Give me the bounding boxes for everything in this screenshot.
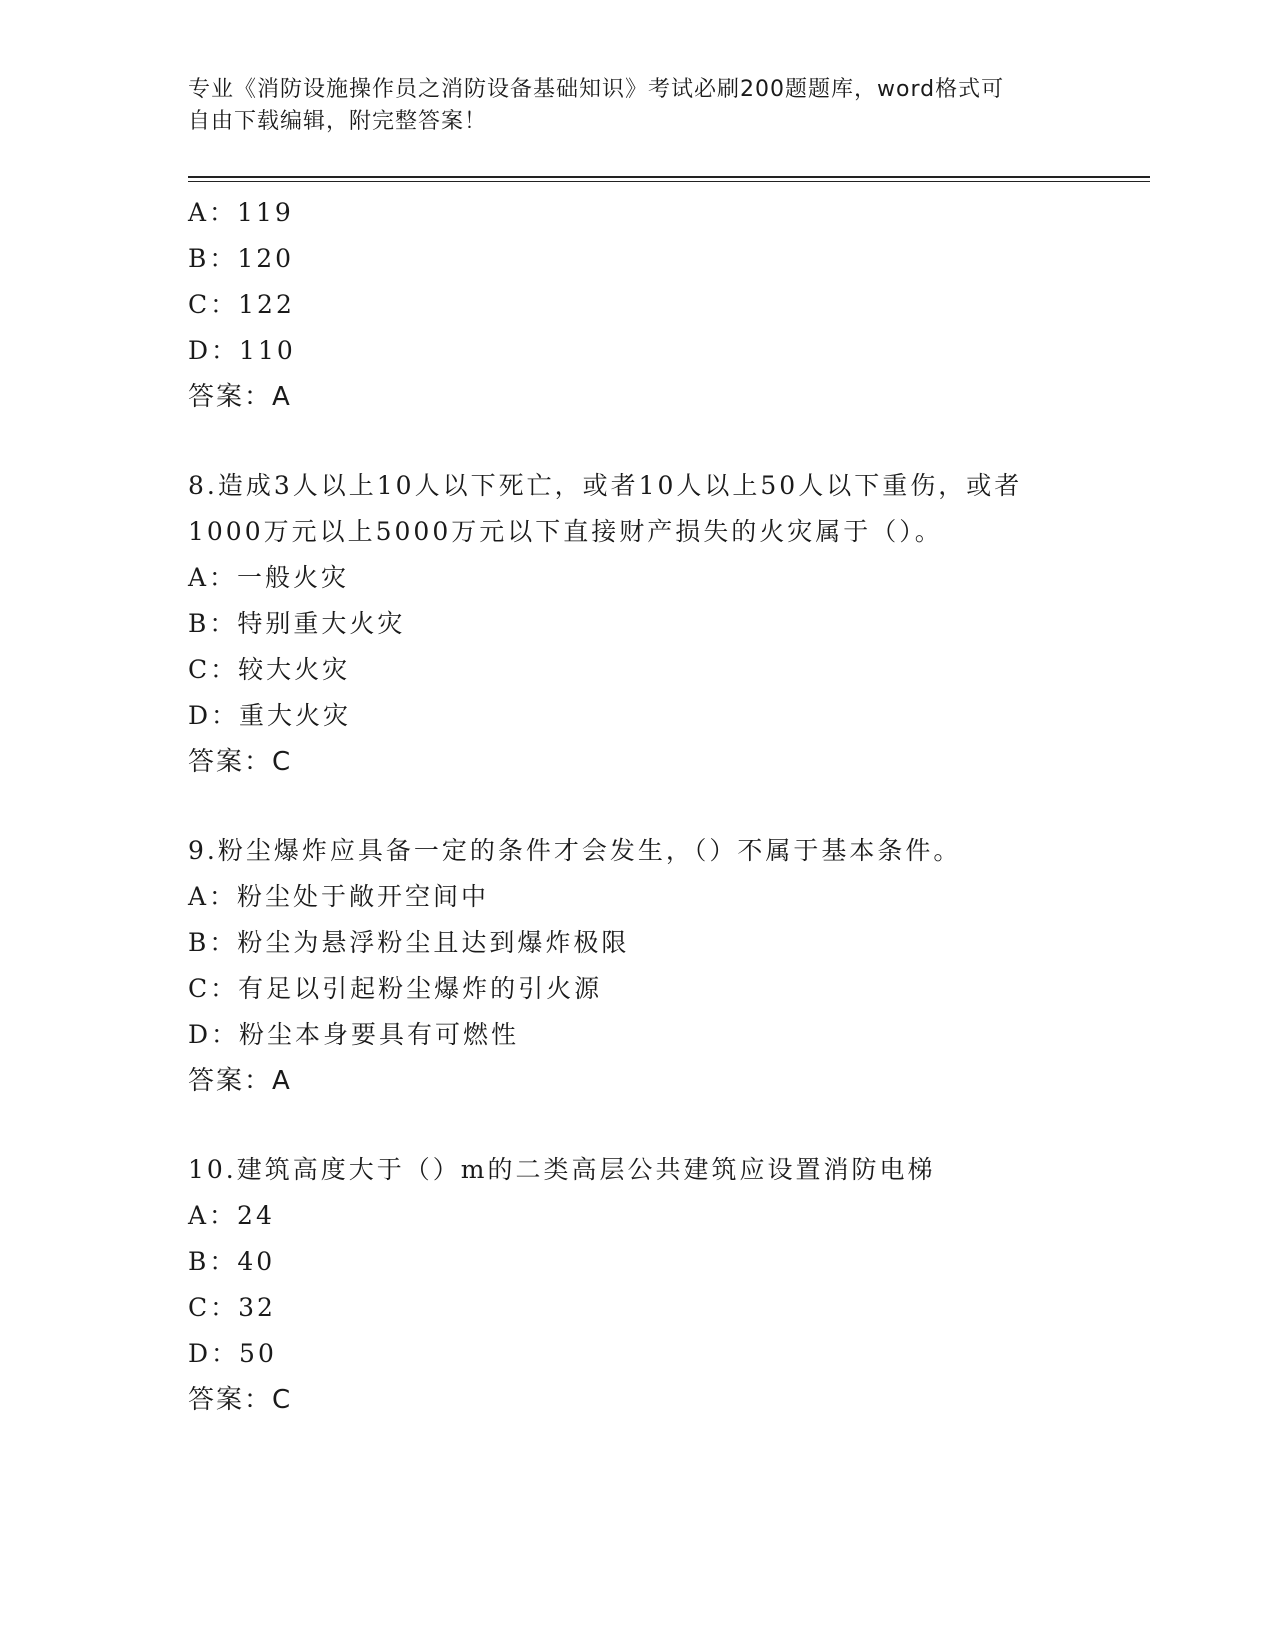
answer-line: 答案：C [188, 747, 293, 777]
option-c: C：32 [188, 1293, 276, 1322]
document-body [188, 190, 1118, 1423]
question-stem: 8.造成3人以上10人以下死亡，或者10人以上50人以下重伤，或者 [188, 471, 1023, 500]
option-c: C：122 [188, 290, 295, 319]
option-b: B：40 [188, 1247, 276, 1276]
question-gap [188, 1104, 1118, 1147]
option-d: D：50 [188, 1339, 277, 1368]
question-stem-continued: 1000万元以上5000万元以下直接财产损失的火灾属于（）。 [188, 517, 943, 546]
option-b: B：特别重大火灾 [188, 609, 406, 638]
question-stem: 9.粉尘爆炸应具备一定的条件才会发生，（）不属于基本条件。 [188, 836, 962, 865]
question-gap [188, 785, 1118, 828]
question-7 [188, 190, 1118, 420]
option-a: A：24 [188, 1201, 275, 1230]
question-8 [188, 463, 1118, 785]
question-stem: 10.建筑高度大于（）m的二类高层公共建筑应设置消防电梯 [188, 1155, 936, 1184]
option-c: C：较大火灾 [188, 655, 351, 684]
option-b: B：120 [188, 244, 295, 273]
option-b: B：粉尘为悬浮粉尘且达到爆炸极限 [188, 928, 630, 957]
header-divider-thick [188, 176, 1150, 178]
option-a: A：一般火灾 [188, 563, 350, 592]
option-d: D：重大火灾 [188, 701, 352, 730]
question-9 [188, 828, 1118, 1104]
option-c: C：有足以引起粉尘爆炸的引火源 [188, 974, 603, 1003]
question-gap [188, 420, 1118, 463]
header-divider-thin [188, 181, 1150, 182]
answer-line: 答案：C [188, 1385, 293, 1415]
question-10 [188, 1147, 1118, 1423]
answer-line: 答案：A [188, 1066, 292, 1096]
page-header [188, 74, 1088, 138]
option-d: D：粉尘本身要具有可燃性 [188, 1020, 520, 1049]
option-a: A：粉尘处于敞开空间中 [188, 882, 490, 911]
answer-line: 答案：A [188, 382, 292, 412]
option-a: A：119 [188, 198, 294, 227]
header-line-2: 自由下载编辑，附完整答案！ [188, 109, 488, 134]
header-line-1: 专业《消防设施操作员之消防设备基础知识》考试必刷200题题库，word格式可 [188, 77, 1005, 102]
option-d: D：110 [188, 336, 296, 365]
